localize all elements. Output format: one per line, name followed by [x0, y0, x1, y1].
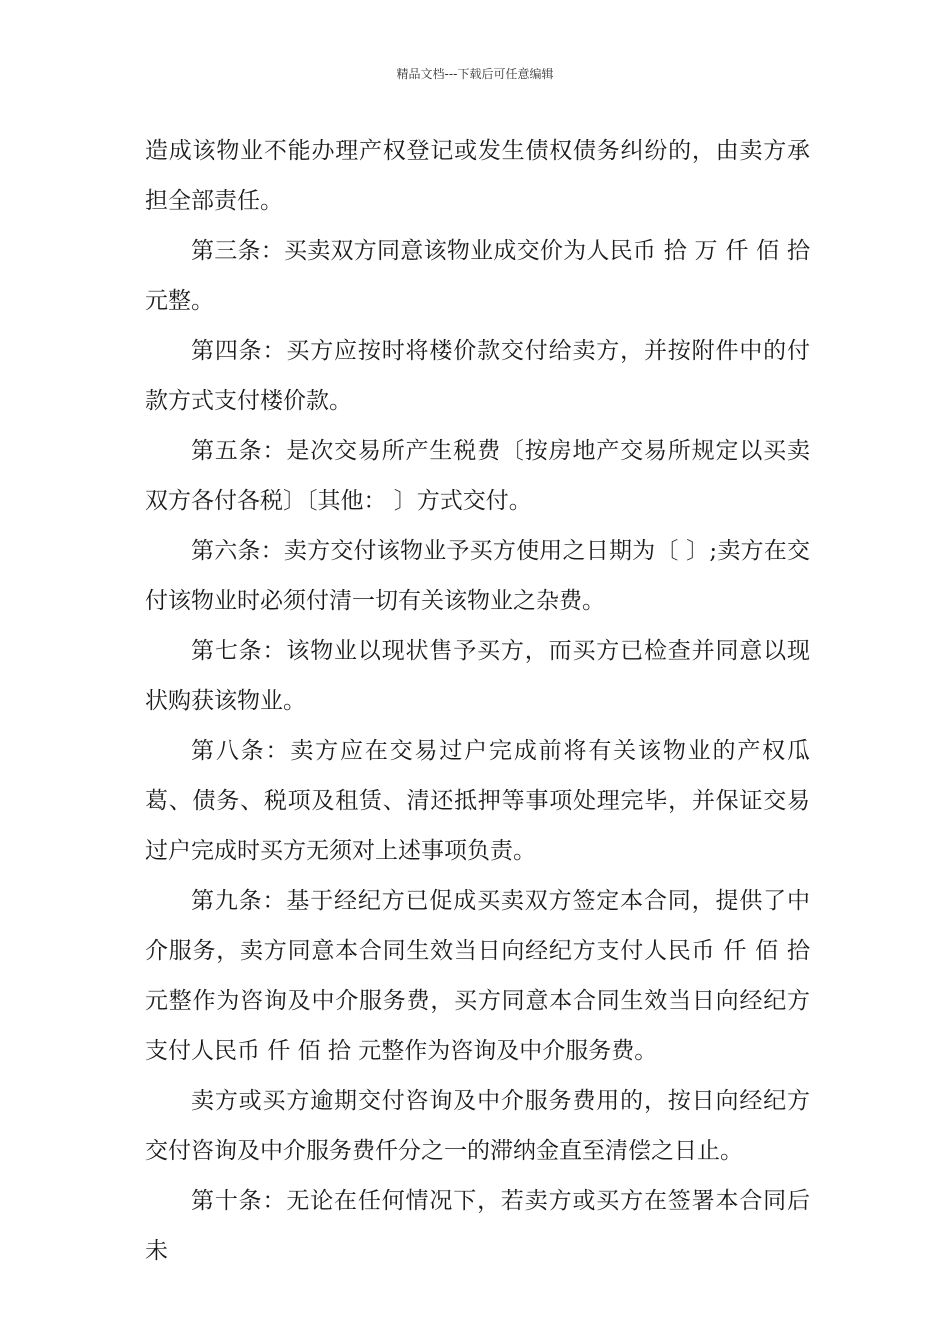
document-body [145, 126, 810, 1276]
clause-7: 第七条：该物业以现状售予买方，而买方已检查并同意以现状购获该物业。 [145, 638, 810, 714]
clause-8: 第八条：卖方应在交易过户完成前将有关该物业的产权瓜葛、债务、税项及租赁、清还抵押等事项处理完毕，并保证交易过户完成时买方无须对上述事项负责。 [145, 738, 810, 864]
clause-3: 第三条：买卖双方同意该物业成交价为人民币 拾 万 仟 佰 拾 元整。 [145, 238, 810, 314]
paragraph-continuation: 造成该物业不能办理产权登记或发生债权债务纠纷的，由卖方承担全部责任。 [145, 138, 810, 214]
clause-5: 第五条：是次交易所产生税费〔按房地产交易所规定以买卖双方各付各税〕〔其他： 〕方式交付。 [145, 438, 810, 514]
clause-9: 第九条：基于经纪方已促成买卖双方签定本合同，提供了中介服务，卖方同意本合同生效当日向经纪方支付人民币 仟 佰 拾 元整作为咨询及中介服务费，买方同意本合同生效当日向经纪方支付人民币 仟 佰 拾 元整作为咨询及中介服务费。 [145, 888, 810, 1064]
clause-6: 第六条：卖方交付该物业予买方使用之日期为〔 〕;卖方在交付该物业时必须付清一切有关该物业之杂费。 [145, 538, 810, 614]
clause-9-late-fee: 卖方或买方逾期交付咨询及中介服务费用的，按日向经纪方交付咨询及中介服务费仟分之一的滞纳金直至清偿之日止。 [145, 1088, 810, 1164]
page-header: 精品文档---下载后可任意编辑 [396, 67, 554, 81]
clause-10: 第十条：无论在任何情况下，若卖方或买方在签署本合同后未 [145, 1188, 810, 1264]
clause-4: 第四条：买方应按时将楼价款交付给卖方，并按附件中的付款方式支付楼价款。 [145, 338, 810, 414]
